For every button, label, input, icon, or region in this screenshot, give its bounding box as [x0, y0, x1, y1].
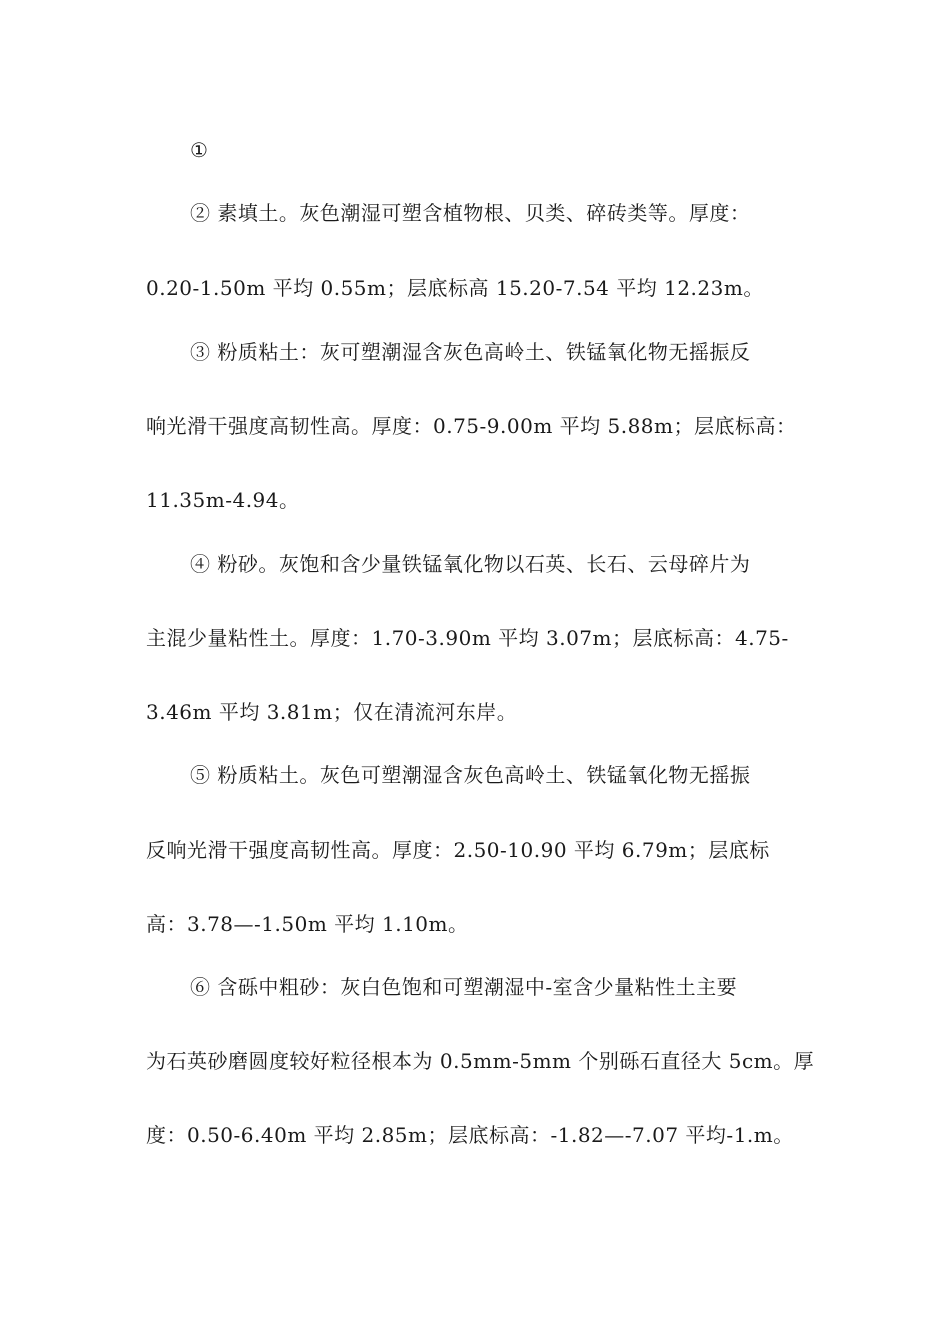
layer-4-line-2: 主混少量粘性土。厚度：1.70-3.90m 平均 3.07m；层底标高：4.75- — [146, 626, 789, 650]
layer-4-line-1: ④ 粉砂。灰饱和含少量铁锰氧化物以石英、长石、云母碎片为 — [190, 552, 751, 576]
layer-4-line-3: 3.46m 平均 3.81m；仅在清流河东岸。 — [146, 700, 518, 724]
layer-3-line-2: 响光滑干强度高韧性高。厚度：0.75-9.00m 平均 5.88m；层底标高： — [146, 414, 797, 438]
layer-3-line-3: 11.35m-4.94。 — [146, 488, 300, 512]
layer-6-line-2: 为石英砂磨圆度较好粒径根本为 0.5mm-5mm 个别砾石直径大 5cm。厚 — [146, 1049, 815, 1073]
layer-5-line-2: 反响光滑干强度高韧性高。厚度：2.50-10.90 平均 6.79m；层底标 — [146, 838, 770, 862]
layer-6-line-3: 度：0.50-6.40m 平均 2.85m；层底标高：-1.82—-7.07 平均-1.m。 — [146, 1123, 794, 1147]
layer-1-heading: ① — [190, 138, 209, 162]
layer-5-line-1: ⑤ 粉质粘土。灰色可塑潮湿含灰色高岭土、铁锰氧化物无摇振 — [190, 763, 751, 787]
layer-2-line-1: ② 素填土。灰色潮湿可塑含植物根、贝类、碎砖类等。厚度： — [190, 201, 751, 225]
layer-6-line-1: ⑥ 含砾中粗砂：灰白色饱和可塑潮湿中-室含少量粘性土主要 — [190, 975, 738, 999]
layer-5-line-3: 高：3.78—-1.50m 平均 1.10m。 — [146, 912, 469, 936]
layer-3-line-1: ③ 粉质粘土：灰可塑潮湿含灰色高岭土、铁锰氧化物无摇振反 — [190, 340, 751, 364]
layer-2-line-2: 0.20-1.50m 平均 0.55m；层底标高 15.20-7.54 平均 12.23m。 — [146, 276, 764, 300]
